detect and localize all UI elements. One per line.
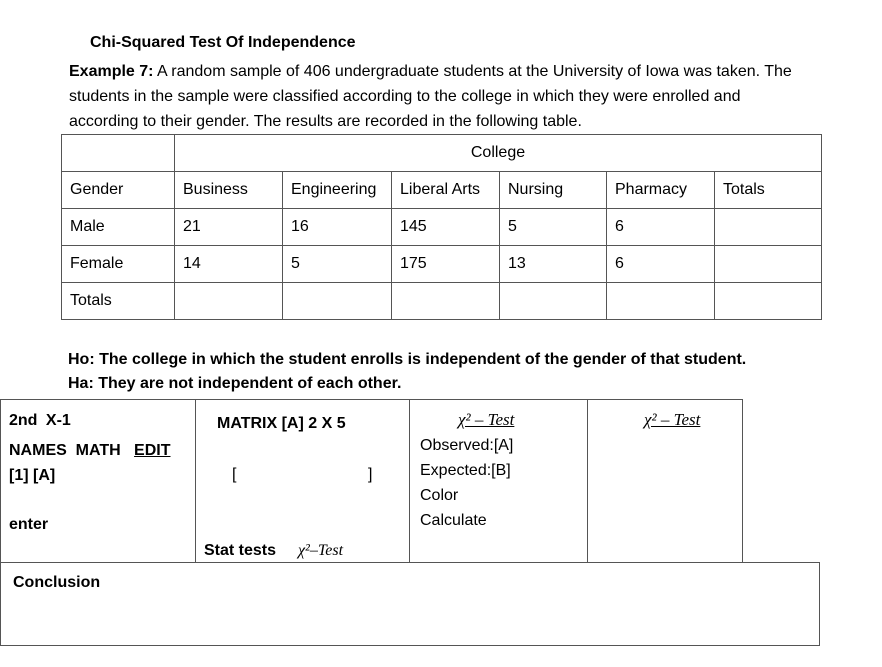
table-row: [62, 209, 822, 246]
expected-label: Expected:[B]: [420, 462, 511, 479]
table-cell: 13: [500, 246, 607, 283]
calculator-steps-table: [0, 399, 743, 563]
header-cell: Business: [175, 172, 283, 209]
conclusion-label: Conclusion: [13, 574, 101, 591]
table-header-row: [62, 172, 822, 209]
table-cell: [283, 283, 392, 320]
steps-cell-keys: [1, 400, 196, 563]
chi-test-heading: χ² – Test: [458, 410, 515, 429]
second-key-line: [9, 412, 71, 430]
table-cell: [715, 283, 822, 320]
conclusion-box: [0, 562, 820, 646]
table-cell: [500, 283, 607, 320]
header-cell: Gender: [62, 172, 175, 209]
names-math-edit-line: [9, 442, 171, 460]
table-cell: [175, 283, 283, 320]
example-text: A random sample of 406 undergraduate students at the University of Iowa was taken. The students in the sample were classified according to the college in which they were enrolled and according to their gender. The results are recorded in the following table.: [69, 63, 792, 130]
color-label: Color: [420, 487, 459, 504]
table-row: [62, 246, 822, 283]
table-cell: 175: [392, 246, 500, 283]
table-cell: Totals: [62, 283, 175, 320]
table-cell: 6: [607, 209, 715, 246]
table-cell: 5: [500, 209, 607, 246]
header-cell: Liberal Arts: [392, 172, 500, 209]
table-corner-cell: [62, 135, 175, 172]
calculate-label: Calculate: [420, 512, 487, 529]
table-cell: 16: [283, 209, 392, 246]
steps-cell-test-inputs: [410, 400, 588, 563]
observed-label: Observed:[A]: [420, 437, 514, 454]
matrix-label: MATRIX [A] 2 X 5: [217, 415, 346, 432]
table-cell: [715, 246, 822, 283]
alternative-hypothesis: Ha: They are not independent of each other.: [68, 375, 402, 392]
x-inverse-key: X-1: [45, 412, 71, 429]
null-hypothesis: Ho: The college in which the student enrolls is independent of the gender of that student.: [68, 351, 747, 368]
table-cell: Female: [62, 246, 175, 283]
table-cell: [607, 283, 715, 320]
header-cell: Pharmacy: [607, 172, 715, 209]
bracket-close: ]: [368, 466, 373, 483]
bracket-open: [: [232, 466, 237, 483]
table-cell: 14: [175, 246, 283, 283]
chi-test-label: χ²–Test: [298, 542, 344, 559]
table-cell: [392, 283, 500, 320]
example-label: Example 7:: [69, 63, 154, 80]
college-header: College: [175, 135, 822, 172]
chi-test-result-heading: χ² – Test: [644, 410, 701, 429]
page-title: Chi-Squared Test Of Independence: [90, 34, 356, 51]
table-cell: 5: [283, 246, 392, 283]
table-group-header-row: [62, 135, 822, 172]
edit-label: EDIT: [134, 442, 171, 459]
table-row: [62, 283, 822, 320]
table-cell: 6: [607, 246, 715, 283]
table-cell: Male: [62, 209, 175, 246]
table-cell: 145: [392, 209, 500, 246]
enter-label: enter: [9, 516, 49, 533]
names-math-label: NAMES MATH: [9, 442, 121, 459]
steps-cell-matrix: [196, 400, 410, 563]
example-paragraph: [69, 59, 809, 134]
header-cell: Engineering: [283, 172, 392, 209]
one-a-label: [1] [A]: [9, 467, 56, 484]
header-cell: Nursing: [500, 172, 607, 209]
table-cell: [715, 209, 822, 246]
header-cell: Totals: [715, 172, 822, 209]
contingency-table: [61, 134, 822, 320]
steps-cell-result: [588, 400, 743, 563]
second-key: 2nd: [9, 412, 38, 429]
stat-tests-label: Stat tests: [204, 542, 277, 559]
table-cell: 21: [175, 209, 283, 246]
